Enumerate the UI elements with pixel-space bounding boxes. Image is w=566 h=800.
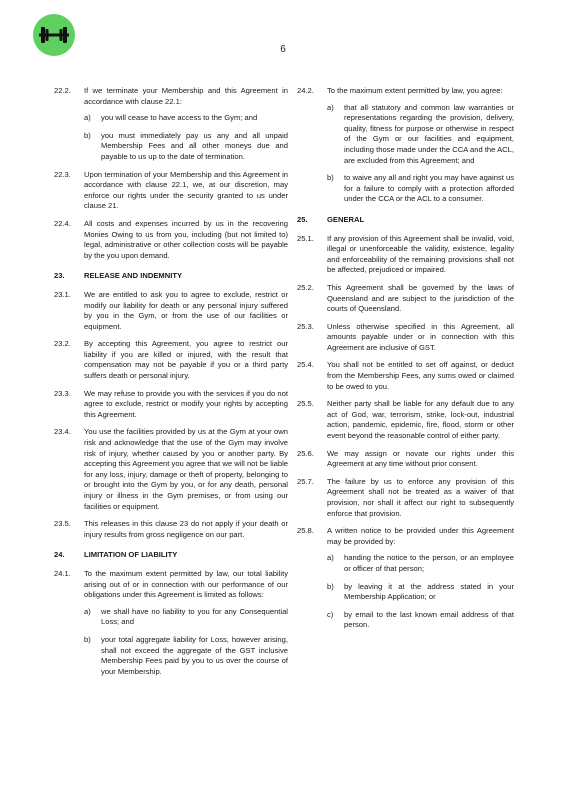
clause-text: You shall not be entitled to set off against, or deduct from the Membership Fees, any sums owed or claimed to be owed to you.: [327, 360, 514, 391]
clause-22-2-item-b: [84, 131, 288, 163]
clause-number: 25.7.: [297, 476, 314, 486]
clause-23-1: [54, 290, 288, 332]
section-number: 24.: [54, 550, 65, 560]
item-letter: a): [84, 606, 91, 616]
clause-25-6: [297, 449, 514, 470]
clause-text: You use the facilities provided by us at the Gym at your own risk and acknowledge that the use of the Gym may involve risk of injury, whether caused by you or another party. By accepting this Agreement you agree that we will not be liable for any loss, injury, damage or theft of property, belonging to or brought into the Gym by you, or for any death, personal injury or illness in the Gym premises, or from using our facilities or equipment.: [84, 427, 288, 511]
clause-number: 25.4.: [297, 360, 314, 370]
page-number: 6: [280, 44, 286, 55]
clause-text: Upon termination of your Membership and this Agreement in accordance with clause 22.1, we, at our discretion, may enforce our rights under the security granted to us under clause 21.: [84, 169, 288, 211]
clause-text: This releases in this clause 23 do not apply if your death or injury results from gross negligence on our part.: [84, 519, 288, 539]
clause-22-2: [54, 86, 288, 107]
clause-25-8: [297, 526, 514, 547]
clause-22-2-item-a: [84, 113, 288, 124]
clause-24-1: [54, 569, 288, 601]
clause-number: 22.2.: [54, 86, 71, 95]
section-title: GENERAL: [327, 214, 365, 224]
item-letter: b): [84, 130, 91, 140]
clause-number: 24.1.: [54, 568, 71, 578]
clause-text: Neither party shall be liable for any default due to any act of God, war, terrorism, strike, lock-out, industrial action, pandemic, epidemic, fire, flood, storm or other event beyond the reasonable control of either party.: [327, 399, 514, 441]
clause-number: 25.8.: [297, 526, 314, 536]
clause-text: A written notice to be provided under this Agreement may be provided by:: [327, 526, 514, 546]
clause-23-4: [54, 427, 288, 512]
clause-25-5: [297, 399, 514, 441]
item-text: we shall have no liability to you for any Consequential Loss; and: [101, 606, 288, 627]
clause-number: 25.3.: [297, 321, 314, 331]
clause-number: 23.3.: [54, 388, 71, 398]
clause-25-1: [297, 234, 514, 276]
clause-25-3: [297, 322, 514, 354]
section-heading-24: [54, 550, 288, 561]
clause-number: 23.1.: [54, 289, 71, 299]
clause-number: 22.4.: [54, 218, 71, 228]
item-text: by leaving it at the address stated in your Membership Application; or: [344, 581, 514, 602]
section-title: LIMITATION OF LIABILITY: [84, 550, 178, 560]
clause-24-2: [297, 86, 514, 97]
clause-24-1-item-a: [84, 607, 288, 628]
clause-text: To the maximum extent permitted by law, you agree:: [327, 86, 503, 95]
section-number: 25.: [297, 214, 308, 224]
clause-text: We may refuse to provide you with the services if you do not agree to exclude, restrict or modify your rights by accepting this Agreement.: [84, 388, 288, 419]
clause-text: To the maximum extent permitted by law, our total liability arising out of or in connection with our performance of our obligations under this Agreement is limited as follows:: [84, 568, 288, 600]
clause-25-2: [297, 283, 514, 315]
section-number: 23.: [54, 271, 65, 281]
clause-24-2-item-b: [327, 173, 514, 205]
item-letter: b): [84, 634, 91, 644]
item-text: to waive any all and right you may have against us for a failure to comply with a protection afforded under the CCA or the ACL to a consumer.: [344, 173, 514, 204]
item-letter: b): [327, 581, 334, 591]
clause-number: 23.2.: [54, 339, 71, 349]
clause-text: If any provision of this Agreement shall be invalid, void, illegal or unenforceable the validity, existence, legality and enforceability of the remaining provisions shall not be affected, prejudiced or impaired.: [327, 233, 514, 275]
clause-25-8-item-c: [327, 610, 514, 631]
left-column: [54, 86, 288, 684]
clause-22-3: [54, 170, 288, 212]
item-text: handing the notice to the person, or an employee or officer of that person;: [344, 553, 514, 573]
item-letter: a): [84, 113, 91, 123]
clause-text: All costs and expenses incurred by us in the recovering Monies Owing to us from you, including (but not limited to) legal, administrative or other collection costs will be payable by the you upon demand.: [84, 218, 288, 260]
clause-23-5: [54, 519, 288, 540]
clause-number: 24.2.: [297, 86, 314, 95]
item-text: you will cease to have access to the Gym; and: [101, 113, 258, 123]
item-text: by email to the last known email address of that person.: [344, 609, 514, 630]
clause-text: This Agreement shall be governed by the laws of Queensland and are subject to the jurisdiction of the courts of Queensland.: [327, 282, 514, 314]
clause-23-3: [54, 389, 288, 421]
item-letter: c): [327, 609, 334, 619]
clause-number: 23.4.: [54, 427, 71, 437]
right-column: [297, 86, 514, 638]
clause-text: We may assign or novate our rights under this Agreement at any time without prior consent.: [327, 448, 514, 469]
clause-text: The failure by us to enforce any provision of this Agreement shall not be treated as a waiver of that provision, nor shall it affect our right to subsequently enforce that provision.: [327, 476, 514, 518]
clause-25-4: [297, 360, 514, 392]
section-heading-23: [54, 271, 288, 282]
item-letter: b): [327, 173, 334, 183]
clause-23-2: [54, 339, 288, 381]
clause-number: 22.3.: [54, 169, 71, 179]
clause-25-8-item-a: [327, 553, 514, 574]
item-text: your total aggregate liability for Loss, however arising, shall not exceed the aggregate of the GST inclusive Membership Fees paid by you to us over the course of your Membership.: [101, 634, 288, 676]
item-letter: a): [327, 553, 334, 563]
clause-number: 23.5.: [54, 519, 71, 529]
clause-number: 25.1.: [297, 233, 314, 243]
clause-25-8-item-b: [327, 582, 514, 603]
item-letter: a): [327, 102, 334, 112]
clause-text: Unless otherwise specified in this Agreement, all amounts payable under or in connection with this Agreement are inclusive of GST.: [327, 321, 514, 352]
item-text: that all statutory and common law warranties or representations regarding the provision, delivery, quality, fitness for purpose or otherwise in respect of the Gym or our facilities and equipment, including those made under the CCA and the ACL, are excluded from this Agreement; and: [344, 102, 514, 165]
section-heading-25: [297, 215, 514, 226]
clause-22-4: [54, 219, 288, 261]
clause-number: 25.6.: [297, 448, 314, 458]
clause-24-1-item-b: [84, 635, 288, 677]
clause-number: 25.5.: [297, 399, 314, 409]
clause-number: 25.2.: [297, 282, 314, 292]
clause-text: By accepting this Agreement, you agree to restrict our liability if you are killed or injured, with the result that compensation may not be payable if you or a third party suffers death or personal injury.: [84, 339, 288, 381]
section-title: RELEASE AND INDEMNITY: [84, 271, 183, 281]
clause-text: We are entitled to ask you to agree to exclude, restrict or modify our liability for death or any personal injury suffered by you in the Gym, or from the use of our facilities or equipment.: [84, 289, 288, 331]
clause-25-7: [297, 477, 514, 519]
item-text: you must immediately pay us any and all unpaid Membership Fees and all other moneys due and payable to us up to the date of termination.: [101, 130, 288, 161]
clause-24-2-item-a: [327, 103, 514, 167]
clause-text: If we terminate your Membership and this Agreement in accordance with clause 22.1:: [84, 86, 288, 106]
